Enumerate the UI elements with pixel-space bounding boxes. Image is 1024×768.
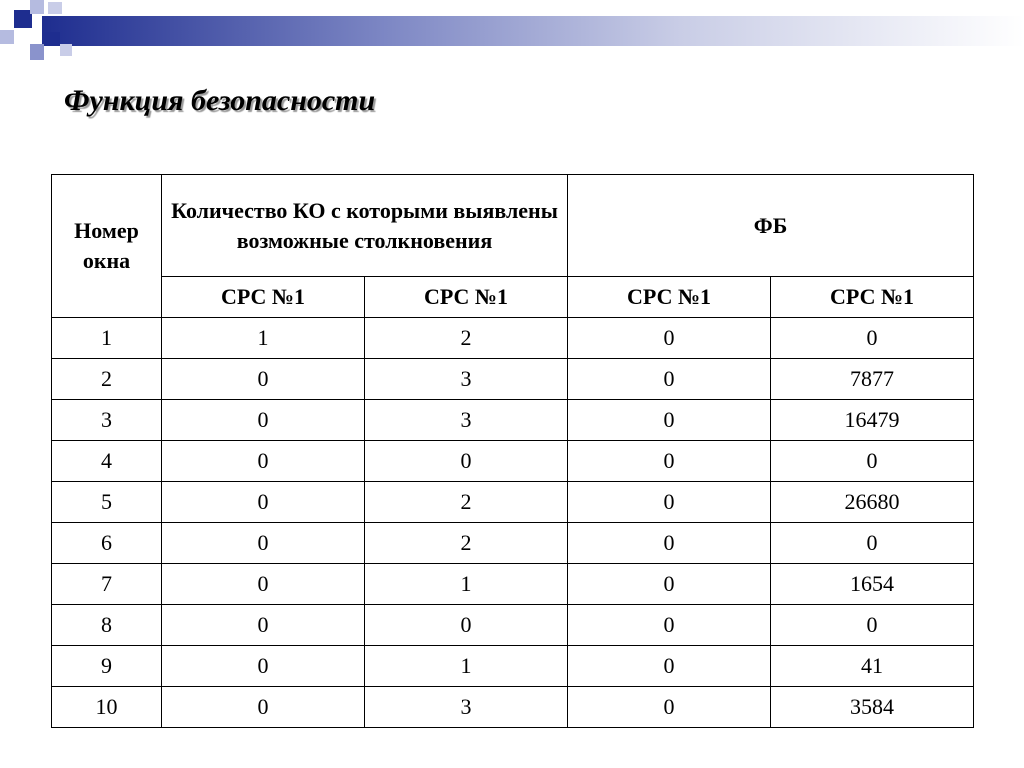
cell-value: 1 bbox=[365, 564, 568, 605]
cell-value: 0 bbox=[568, 482, 771, 523]
cell-value: 0 bbox=[771, 318, 974, 359]
cell-value: 7877 bbox=[771, 359, 974, 400]
cell-value: 0 bbox=[771, 441, 974, 482]
cell-value: 0 bbox=[162, 605, 365, 646]
cell-window: 5 bbox=[52, 482, 162, 523]
cell-value: 0 bbox=[162, 564, 365, 605]
cell-value: 0 bbox=[568, 359, 771, 400]
cell-value: 3 bbox=[365, 687, 568, 728]
cell-value: 0 bbox=[568, 564, 771, 605]
table-row bbox=[52, 359, 974, 400]
cell-window: 2 bbox=[52, 359, 162, 400]
cell-value: 0 bbox=[568, 441, 771, 482]
deco-square-light bbox=[60, 44, 72, 56]
cell-value: 26680 bbox=[771, 482, 974, 523]
header-gradient-bar bbox=[42, 16, 1024, 46]
cell-value: 0 bbox=[162, 687, 365, 728]
cell-value: 0 bbox=[568, 523, 771, 564]
cell-value: 0 bbox=[162, 400, 365, 441]
cell-window: 1 bbox=[52, 318, 162, 359]
cell-window: 10 bbox=[52, 687, 162, 728]
cell-value: 2 bbox=[365, 523, 568, 564]
cell-window: 8 bbox=[52, 605, 162, 646]
cell-value: 0 bbox=[568, 400, 771, 441]
deco-square-navy bbox=[44, 32, 60, 46]
cell-value: 0 bbox=[568, 687, 771, 728]
table-row bbox=[52, 564, 974, 605]
cell-value: 0 bbox=[568, 605, 771, 646]
cell-window: 4 bbox=[52, 441, 162, 482]
table-row bbox=[52, 646, 974, 687]
cell-value: 0 bbox=[162, 482, 365, 523]
table-row bbox=[52, 482, 974, 523]
header-collision-count: Количество КО с которыми выявлены возможные столкновения bbox=[162, 175, 568, 277]
cell-window: 7 bbox=[52, 564, 162, 605]
subheader-cell: СРС №1 bbox=[365, 277, 568, 318]
header-window-number: Номер окна bbox=[52, 175, 162, 318]
results-table bbox=[51, 174, 974, 728]
table-row bbox=[52, 605, 974, 646]
subheader-cell: СРС №1 bbox=[771, 277, 974, 318]
subheader-cell: СРС №1 bbox=[162, 277, 365, 318]
cell-value: 0 bbox=[162, 359, 365, 400]
slide-title: Функция безопасности bbox=[64, 84, 376, 117]
deco-square-light bbox=[48, 2, 62, 14]
cell-value: 2 bbox=[365, 318, 568, 359]
cell-value: 0 bbox=[771, 605, 974, 646]
cell-value: 41 bbox=[771, 646, 974, 687]
cell-value: 2 bbox=[365, 482, 568, 523]
deco-square-light bbox=[0, 30, 14, 44]
table-row bbox=[52, 400, 974, 441]
header-row-sub bbox=[52, 277, 974, 318]
cell-value: 0 bbox=[162, 646, 365, 687]
cell-value: 3584 bbox=[771, 687, 974, 728]
cell-value: 3 bbox=[365, 359, 568, 400]
cell-value: 0 bbox=[365, 441, 568, 482]
header-fb: ФБ bbox=[568, 175, 974, 277]
cell-value: 1 bbox=[162, 318, 365, 359]
cell-window: 6 bbox=[52, 523, 162, 564]
cell-value: 3 bbox=[365, 400, 568, 441]
cell-value: 0 bbox=[568, 646, 771, 687]
deco-square-light bbox=[30, 0, 44, 14]
cell-value: 0 bbox=[365, 605, 568, 646]
cell-value: 0 bbox=[568, 318, 771, 359]
deco-square-mid bbox=[30, 44, 44, 60]
cell-window: 9 bbox=[52, 646, 162, 687]
cell-value: 1 bbox=[365, 646, 568, 687]
cell-value: 0 bbox=[162, 523, 365, 564]
table-row bbox=[52, 318, 974, 359]
header-decoration bbox=[0, 0, 1024, 70]
cell-window: 3 bbox=[52, 400, 162, 441]
cell-value: 16479 bbox=[771, 400, 974, 441]
cell-value: 0 bbox=[162, 441, 365, 482]
table-row bbox=[52, 687, 974, 728]
table-row bbox=[52, 441, 974, 482]
table-row bbox=[52, 523, 974, 564]
header-row-top bbox=[52, 175, 974, 277]
cell-value: 0 bbox=[771, 523, 974, 564]
cell-value: 1654 bbox=[771, 564, 974, 605]
subheader-cell: СРС №1 bbox=[568, 277, 771, 318]
